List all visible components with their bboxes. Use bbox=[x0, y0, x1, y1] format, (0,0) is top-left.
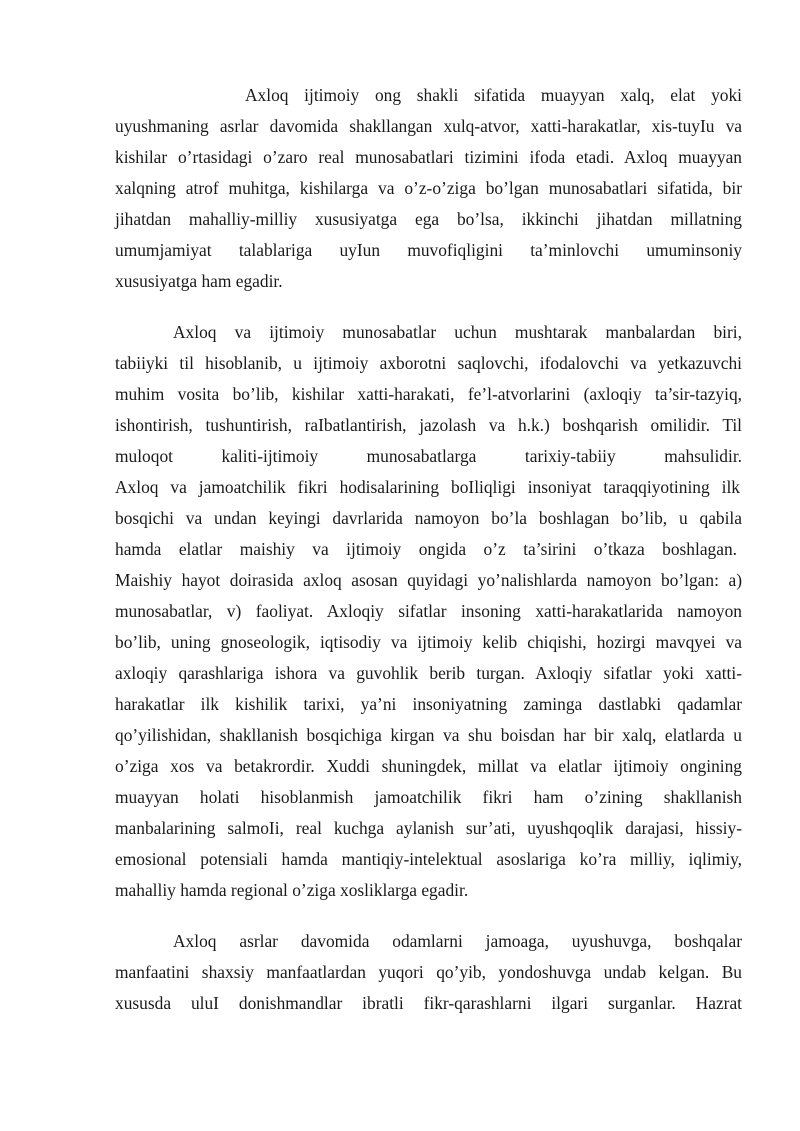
text-line: hamda elatlar maishiy va ijtimoiy ongida o’z ta’sirini o’tkaza boshlagan. bbox=[115, 539, 737, 559]
text-line: xususda uluI donishmandlar ibratli fikr-qarashlarni ilgari surganlar. Hazrat bbox=[115, 993, 742, 1013]
text-line: uyushmaning asrlar davomida shakllangan xulq-atvor, xatti-harakatlar, xis-tuyIu va bbox=[115, 116, 742, 136]
text-line: kishilar o’rtasidagi o’zaro real munosabatlari tizimini ifoda etadi. Axloq muayyan bbox=[115, 147, 742, 167]
text-line: muloqot kaliti-ijtimoiy munosabatlarga tarixiy-tabiiy mahsulidir. bbox=[115, 446, 742, 466]
text-line: muhim vosita bo’lib, kishilar xatti-harakati, fe’l-atvorlarini (axloqiy ta’sir-tazyiq, bbox=[115, 384, 742, 404]
text-line: Axloq ijtimoiy ong shakli sifatida muayyan xalq, elat yoki bbox=[245, 85, 742, 105]
text-line: bo’lib, uning gnoseologik, iqtisodiy va ijtimoiy kelib chiqishi, hozirgi mavqyei va bbox=[115, 632, 742, 652]
text-line: manbalarining salmoIi, real kuchga aylanish sur’ati, uyushqoqlik darajasi, hissiy- bbox=[115, 818, 742, 838]
text-line: Axloq asrlar davomida odamlarni jamoaga, uyushuvga, boshqalar bbox=[173, 931, 742, 951]
text-line: mahalliy hamda regional o’ziga xosliklarga egadir. bbox=[115, 880, 469, 900]
text-line: xalqning atrof muhitga, kishilarga va o’z-o’ziga bo’lgan munosabatlari sifatida, bir bbox=[115, 178, 742, 198]
text-line: Axloq va jamoatchilik fikri hodisalarining boIliqligi insoniyat taraqqiyotining ilk bbox=[115, 477, 740, 497]
text-line: xususiyatga ham egadir. bbox=[115, 271, 283, 291]
text-line: axloqiy qarashlariga ishora va guvohlik berib turgan. Axloqiy sifatlar yoki xatti- bbox=[115, 663, 742, 683]
text-line: muayyan holati hisoblanmish jamoatchilik fikri ham o’zining shakllanish bbox=[115, 787, 742, 807]
text-line: harakatlar ilk kishilik tarixi, ya’ni insoniyatning zaminga dastlabki qadamlar bbox=[115, 694, 742, 714]
text-line: tabiiyki til hisoblanib, u ijtimoiy axborotni saqlovchi, ifodalovchi va yetkazuvchi bbox=[115, 353, 742, 373]
text-line: umumjamiyat talablariga uyIun muvofiqligini ta’minlovchi umuminsoniy bbox=[115, 240, 742, 260]
text-line: Maishiy hayot doirasida axloq asosan quyidagi yo’nalishlarda namoyon bo’lgan: a) bbox=[115, 570, 742, 590]
text-line: jihatdan mahalliy-milliy xususiyatga ega bo’lsa, ikkinchi jihatdan millatning bbox=[115, 209, 742, 229]
text-line: ishontirish, tushuntirish, raIbatlantirish, jazolash va h.k.) boshqarish omilidir. Til bbox=[115, 415, 742, 435]
text-line: munosabatlar, v) faoliyat. Axloqiy sifatlar insoning xatti-harakatlarida namoyon bbox=[115, 601, 742, 621]
text-line: bosqichi va undan keyingi davrlarida namoyon bo’la boshlagan bo’lib, u qabila bbox=[115, 508, 742, 528]
text-line: o’ziga xos va betakrordir. Xuddi shuningdek, millat va elatlar ijtimoiy ongining bbox=[115, 756, 742, 776]
text-line: manfaatini shaxsiy manfaatlardan yuqori qo’yib, yondoshuvga undab kelgan. Bu bbox=[115, 962, 742, 982]
text-line: qo’yilishidan, shakllanish bosqichiga kirgan va shu boisdan har bir xalq, elatlarda u bbox=[115, 725, 742, 745]
text-line: Axloq va ijtimoiy munosabatlar uchun mushtarak manbalardan biri, bbox=[173, 322, 742, 342]
text-line: emosional potensiali hamda mantiqiy-intelektual asoslariga ko’ra milliy, iqlimiy, bbox=[115, 849, 742, 869]
